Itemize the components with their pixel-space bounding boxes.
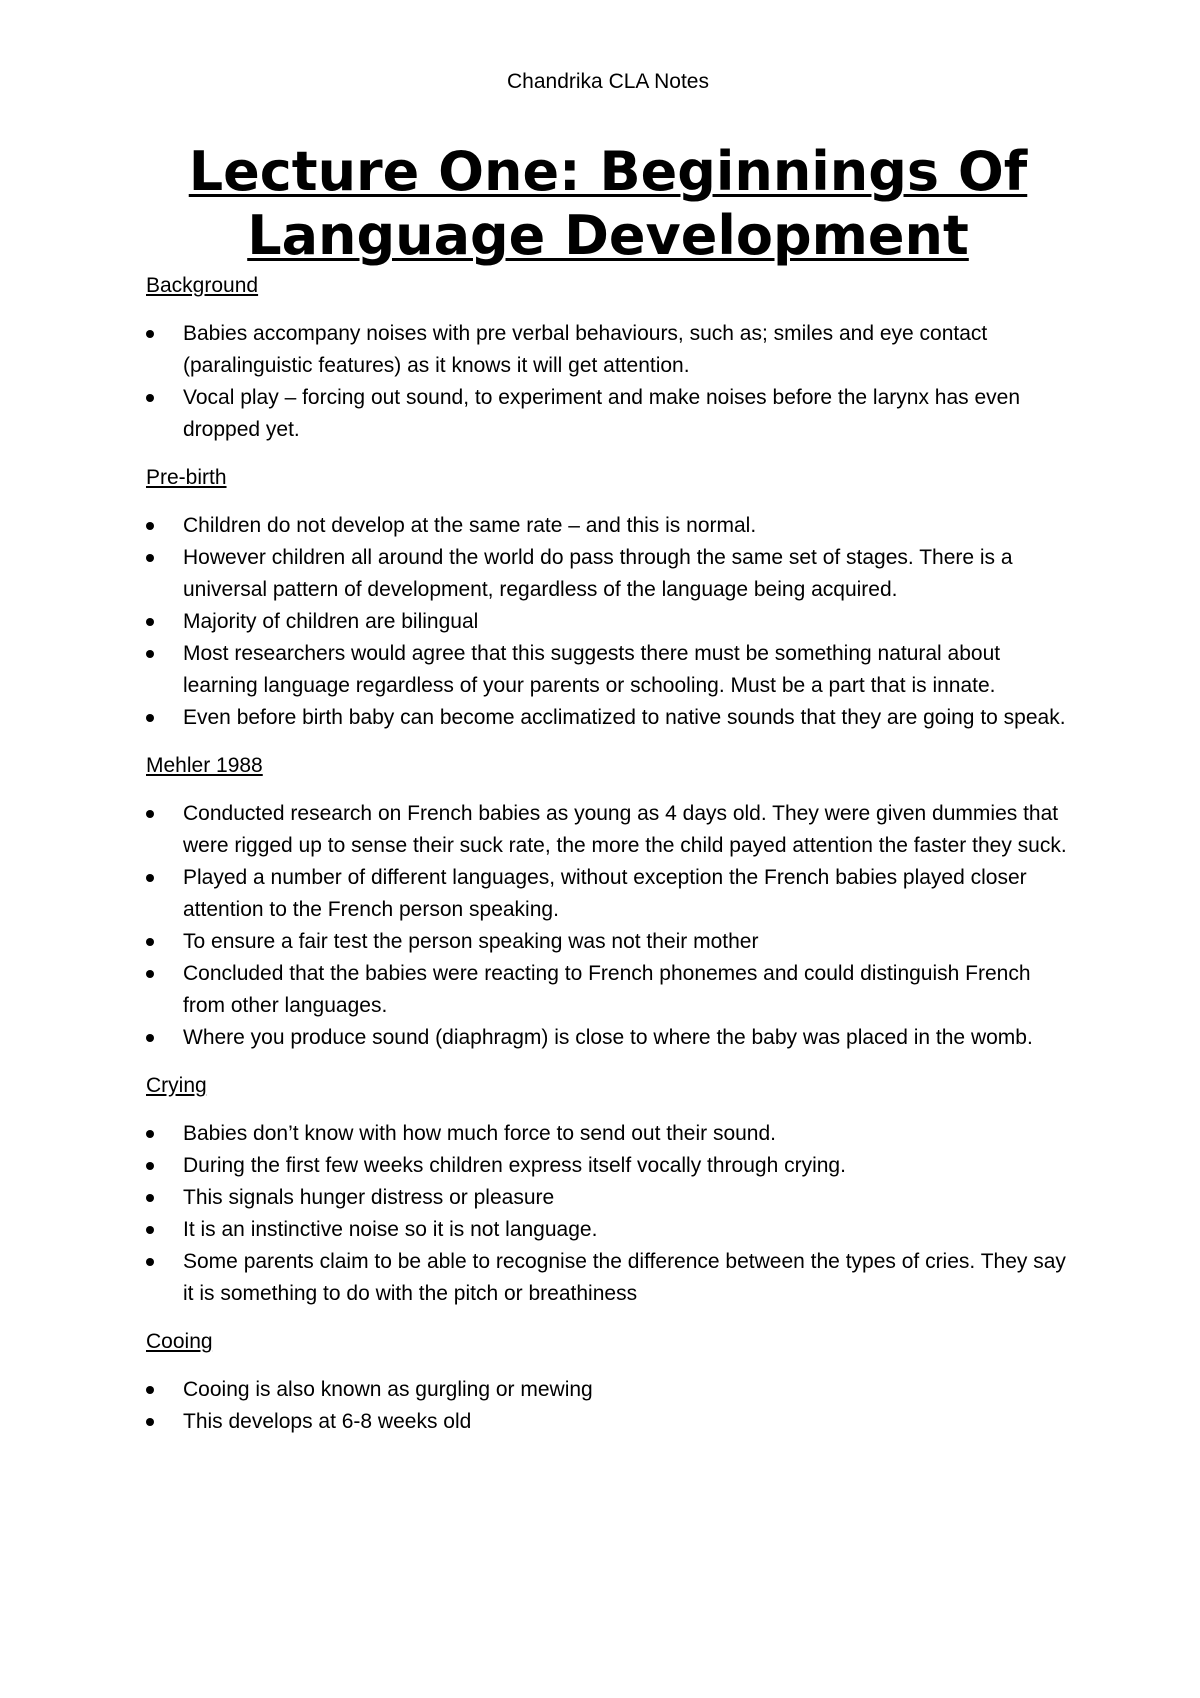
list-item: Majority of children are bilingual	[146, 606, 1070, 638]
section-heading: Cooing	[146, 1330, 213, 1353]
list-item: Babies accompany noises with pre verbal behaviours, such as; smiles and eye contact (paralinguistic features) as it knows it will get attention.	[146, 318, 1070, 382]
bullet-list	[146, 318, 1070, 446]
section-heading: Mehler 1988	[146, 754, 263, 777]
page-title	[146, 140, 1070, 268]
list-item: During the first few weeks children express itself vocally through crying.	[146, 1150, 1070, 1182]
page-title-line-1: Lecture One: Beginnings Of	[188, 140, 1028, 203]
list-item: Conducted research on French babies as young as 4 days old. They were given dummies that were rigged up to sense their suck rate, the more the child payed attention the faster they suck.	[146, 798, 1070, 862]
bullet-list	[146, 798, 1070, 1054]
list-item: However children all around the world do pass through the same set of stages. There is a universal pattern of development, regardless of the language being acquired.	[146, 542, 1070, 606]
list-item: Cooing is also known as gurgling or mewing	[146, 1374, 1070, 1406]
list-item: Babies don’t know with how much force to send out their sound.	[146, 1118, 1070, 1150]
list-item: Vocal play – forcing out sound, to experiment and make noises before the larynx has even dropped yet.	[146, 382, 1070, 446]
list-item: Even before birth baby can become acclimatized to native sounds that they are going to speak.	[146, 702, 1070, 734]
section-background	[146, 272, 1070, 446]
section-heading: Pre-birth	[146, 466, 227, 489]
bullet-list	[146, 1374, 1070, 1438]
section-pre-birth	[146, 464, 1070, 734]
list-item: Played a number of different languages, without exception the French babies played closer attention to the French person speaking.	[146, 862, 1070, 926]
section-heading: Background	[146, 274, 259, 297]
list-item: Concluded that the babies were reacting to French phonemes and could distinguish French from other languages.	[146, 958, 1070, 1022]
section-heading: Crying	[146, 1074, 207, 1097]
section-mehler-1988	[146, 752, 1070, 1054]
list-item: Where you produce sound (diaphragm) is close to where the baby was placed in the womb.	[146, 1022, 1070, 1054]
list-item: Most researchers would agree that this suggests there must be something natural about learning language regardless of your parents or schooling. Must be a part that is innate.	[146, 638, 1070, 702]
running-header: Chandrika CLA Notes	[507, 70, 709, 93]
list-item: Some parents claim to be able to recognise the difference between the types of cries. They say it is something to do with the pitch or breathiness	[146, 1246, 1070, 1310]
list-item: It is an instinctive noise so it is not language.	[146, 1214, 1070, 1246]
bullet-list	[146, 510, 1070, 734]
section-crying	[146, 1072, 1070, 1310]
page-title-line-2: Language Development	[247, 204, 969, 267]
list-item: Children do not develop at the same rate – and this is normal.	[146, 510, 1070, 542]
list-item: This signals hunger distress or pleasure	[146, 1182, 1070, 1214]
bullet-list	[146, 1118, 1070, 1310]
section-cooing	[146, 1328, 1070, 1438]
list-item: To ensure a fair test the person speaking was not their mother	[146, 926, 1070, 958]
list-item: This develops at 6-8 weeks old	[146, 1406, 1070, 1438]
